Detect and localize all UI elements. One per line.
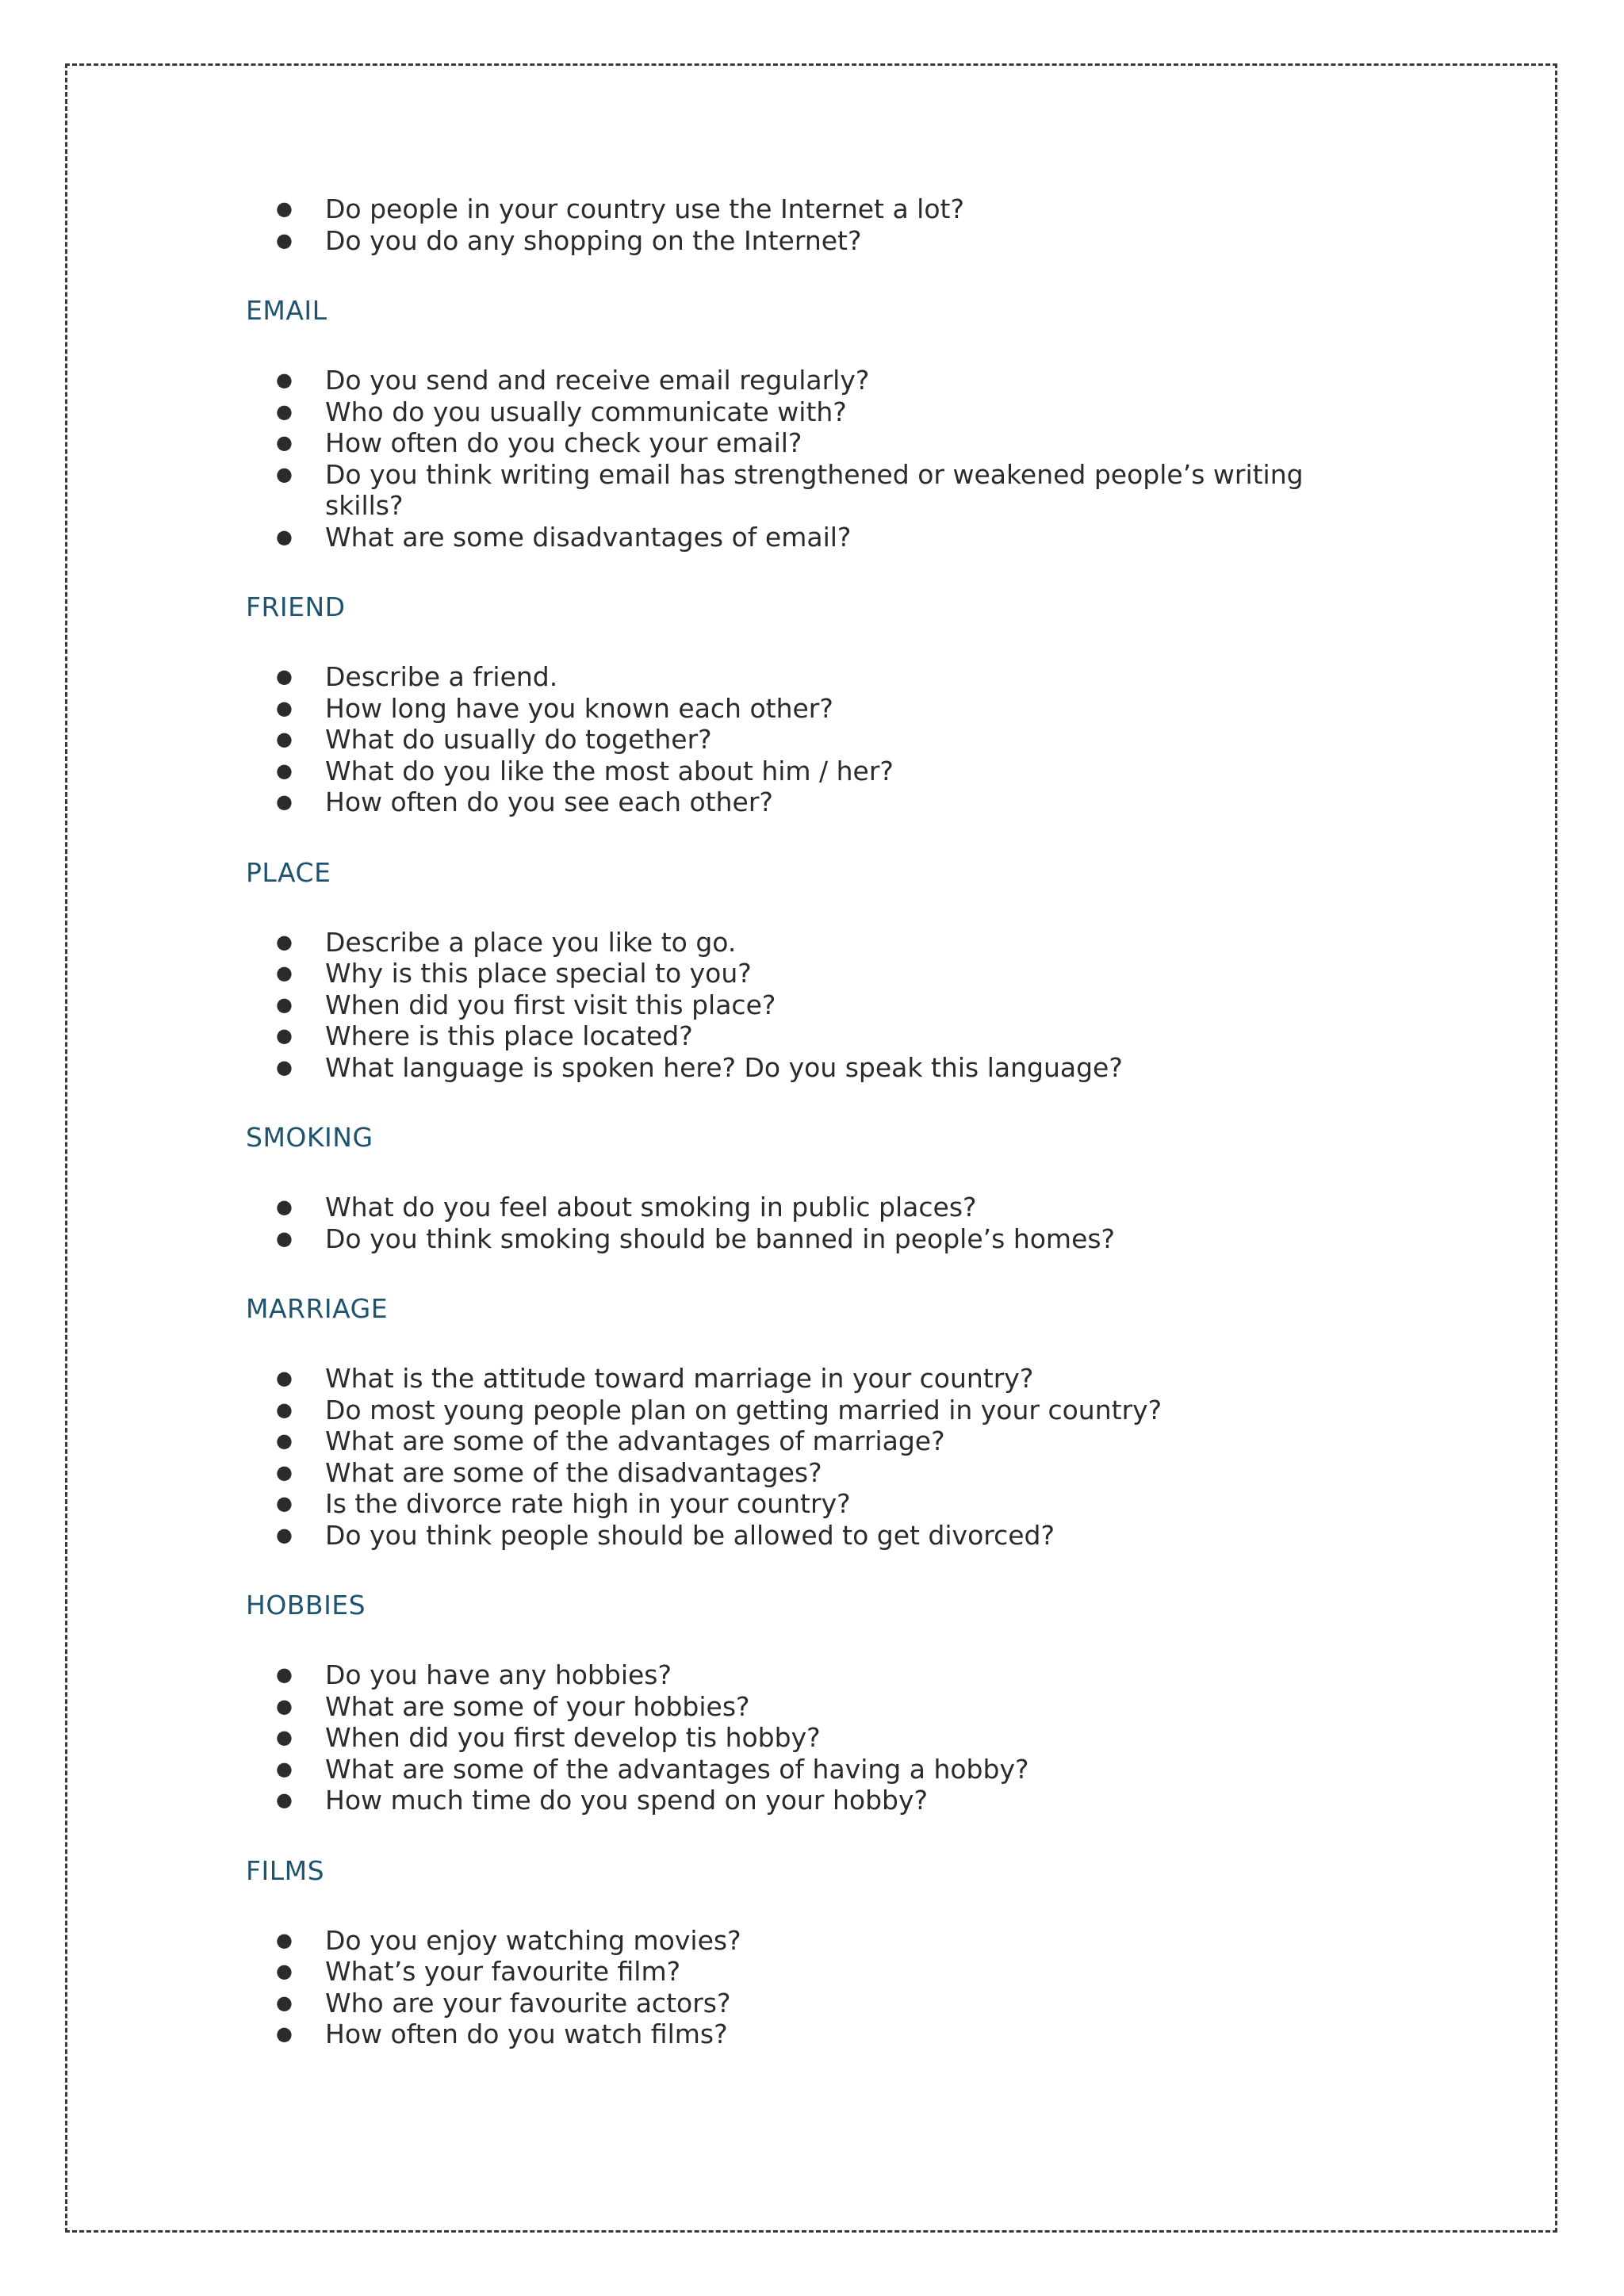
- section-marriage: [246, 1293, 1340, 1551]
- question-text: What do you feel about smoking in public places?: [325, 1192, 977, 1223]
- question-item: [246, 724, 1340, 756]
- question-item: [246, 365, 1340, 396]
- question-item: [246, 522, 1340, 553]
- question-item: [246, 1192, 1340, 1223]
- question-item: [246, 459, 1340, 522]
- bullet-icon: ●: [276, 1492, 293, 1514]
- bullet-icon: ●: [276, 1991, 293, 2014]
- question-text: Describe a place you like to go.: [325, 926, 737, 958]
- question-item: [246, 927, 1340, 959]
- bullet-icon: ●: [276, 1663, 293, 1686]
- question-text: How often do you check your email?: [325, 427, 802, 458]
- bullet-icon: ●: [276, 1928, 293, 1951]
- question-text: Do you think writing email has strengthened or weakened people’s writing skills?: [325, 458, 1304, 521]
- question-list: [246, 1192, 1340, 1254]
- section-heading: EMAIL: [246, 295, 327, 326]
- bullet-icon: ●: [276, 1523, 293, 1546]
- bullet-icon: ●: [276, 1726, 293, 1748]
- question-text: Do you think smoking should be banned in people’s homes?: [325, 1223, 1116, 1254]
- question-text: How often do you watch films?: [325, 2019, 728, 2049]
- bullet-icon: ●: [276, 696, 293, 719]
- bullet-icon: ●: [276, 2022, 293, 2045]
- bullet-icon: ●: [276, 962, 293, 984]
- bullet-icon: ●: [276, 400, 293, 423]
- bullet-icon: ●: [276, 930, 293, 953]
- question-list: [246, 1659, 1340, 1816]
- question-item: [246, 693, 1340, 725]
- question-text: Do you do any shopping on the Internet?: [325, 224, 862, 256]
- document-content: [246, 193, 1340, 2050]
- question-text: How much time do you spend on your hobby?: [325, 1785, 929, 1816]
- question-text: Describe a friend.: [325, 661, 558, 692]
- section-hobbies: [246, 1590, 1340, 1816]
- question-list: [246, 1363, 1340, 1551]
- question-list: [246, 365, 1340, 553]
- question-text: When did you first develop tis hobby?: [325, 1722, 821, 1753]
- question-item: [246, 989, 1340, 1021]
- bullet-icon: ●: [276, 197, 293, 220]
- bullet-icon: ●: [276, 1367, 293, 1389]
- section-heading: MARRIAGE: [246, 1293, 389, 1324]
- bullet-icon: ●: [276, 431, 293, 453]
- question-text: Why is this place special to you?: [325, 958, 752, 989]
- section-friend: [246, 591, 1340, 818]
- question-item: [246, 1223, 1340, 1255]
- question-item: [246, 1425, 1340, 1457]
- section-email: [246, 295, 1340, 553]
- question-list: [246, 661, 1340, 818]
- bullet-icon: ●: [276, 993, 293, 1016]
- question-text: How long have you known each other?: [325, 692, 833, 724]
- bullet-icon: ●: [276, 1429, 293, 1452]
- question-text: What language is spoken here? Do you speak this language?: [325, 1051, 1123, 1083]
- question-text: Who do you usually communicate with?: [325, 396, 847, 427]
- question-text: Is the divorce rate high in your country?: [325, 1488, 851, 1519]
- question-item: [246, 661, 1340, 693]
- question-text: Do most young people plan on getting married in your country?: [325, 1394, 1162, 1425]
- question-item: [246, 225, 1340, 257]
- sections-container: [246, 295, 1340, 2050]
- question-text: How often do you see each other?: [325, 786, 773, 817]
- bullet-icon: ●: [276, 1460, 293, 1483]
- question-item: [246, 427, 1340, 459]
- question-text: What are some of your hobbies?: [325, 1690, 750, 1722]
- question-item: [246, 1520, 1340, 1552]
- question-text: What do you like the most about him / her?: [325, 755, 894, 786]
- question-text: Do you enjoy watching movies?: [325, 1924, 741, 1956]
- section-heading: PLACE: [246, 856, 331, 888]
- question-item: [246, 1020, 1340, 1052]
- question-text: Do you send and receive email regularly?: [325, 365, 870, 396]
- question-text: What are some disadvantages of email?: [325, 521, 852, 553]
- bullet-icon: ●: [276, 1757, 293, 1780]
- question-list: [246, 1925, 1340, 2050]
- bullet-icon: ●: [276, 1024, 293, 1047]
- question-item: [246, 1363, 1340, 1395]
- question-text: What’s your favourite film?: [325, 1956, 681, 1987]
- question-item: [246, 1395, 1340, 1426]
- bullet-icon: ●: [276, 228, 293, 251]
- bullet-icon: ●: [276, 1226, 293, 1249]
- question-item: [246, 193, 1340, 225]
- question-text: Who are your favourite actors?: [325, 1987, 731, 2019]
- bullet-icon: ●: [276, 728, 293, 750]
- question-text: Do you think people should be allowed to get divorced?: [325, 1519, 1055, 1551]
- question-item: [246, 396, 1340, 428]
- bullet-icon: ●: [276, 1694, 293, 1717]
- question-item: [246, 756, 1340, 787]
- section-place: [246, 857, 1340, 1084]
- bullet-icon: ●: [276, 1196, 293, 1218]
- section-heading: FILMS: [246, 1854, 325, 1886]
- question-text: What are some of the advantages of marriage?: [325, 1425, 945, 1456]
- section-heading: FRIEND: [246, 591, 346, 622]
- bullet-icon: ●: [276, 369, 293, 391]
- question-text: What is the attitude toward marriage in your country?: [325, 1363, 1034, 1394]
- question-text: Do you have any hobbies?: [325, 1659, 672, 1690]
- question-item: [246, 1754, 1340, 1785]
- section-heading: HOBBIES: [246, 1590, 366, 1621]
- question-item: [246, 1925, 1340, 1957]
- question-item: [246, 1722, 1340, 1754]
- question-item: [246, 1956, 1340, 1988]
- question-item: [246, 1988, 1340, 2019]
- question-text: What are some of the disadvantages?: [325, 1456, 822, 1488]
- question-item: [246, 2019, 1340, 2050]
- bullet-icon: ●: [276, 759, 293, 782]
- question-item: [246, 1052, 1340, 1084]
- question-text: What do usually do together?: [325, 724, 712, 755]
- section-heading: SMOKING: [246, 1122, 373, 1153]
- question-text: Do people in your country use the Internet a lot?: [325, 193, 964, 224]
- question-item: [246, 786, 1340, 818]
- bullet-icon: ●: [276, 1398, 293, 1421]
- section-smoking: [246, 1122, 1340, 1254]
- bullet-icon: ●: [276, 790, 293, 813]
- bullet-icon: ●: [276, 525, 293, 548]
- bullet-icon: ●: [276, 1789, 293, 1811]
- question-item: [246, 1691, 1340, 1723]
- question-text: Where is this place located?: [325, 1020, 693, 1051]
- intro-question-list: [246, 193, 1340, 256]
- question-item: [246, 1488, 1340, 1520]
- bullet-icon: ●: [276, 462, 293, 485]
- bullet-icon: ●: [276, 1960, 293, 1982]
- section-films: [246, 1855, 1340, 2050]
- question-item: [246, 1457, 1340, 1489]
- question-item: [246, 958, 1340, 989]
- bullet-icon: ●: [276, 665, 293, 687]
- question-list: [246, 927, 1340, 1084]
- bullet-icon: ●: [276, 1055, 293, 1078]
- question-item: [246, 1785, 1340, 1816]
- question-item: [246, 1659, 1340, 1691]
- question-text: When did you first visit this place?: [325, 989, 776, 1020]
- question-text: What are some of the advantages of having a hobby?: [325, 1753, 1029, 1785]
